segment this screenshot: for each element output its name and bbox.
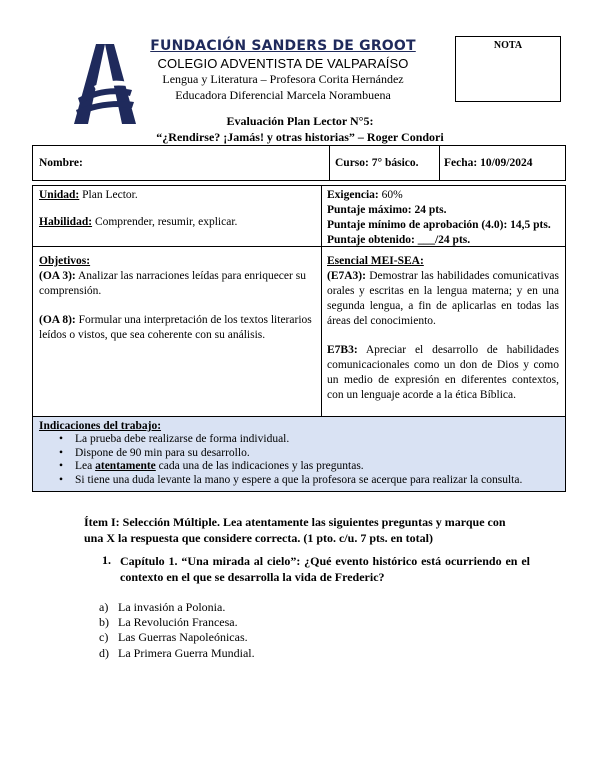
oa8-text: Formular una interpretación de los textos literarios leídos o vistos, que sea coherente con su análisis.: [39, 314, 312, 341]
instruction-item: • La prueba debe realizarse de forma individual.: [39, 433, 563, 447]
essential-cell: [327, 254, 559, 403]
e7a3-label: (E7A3):: [327, 270, 366, 282]
course-label: Curso: [335, 157, 366, 169]
oa8-label: (OA 8):: [39, 314, 76, 326]
option-text: La invasión a Polonia.: [118, 600, 226, 614]
question-number: 1.: [102, 553, 111, 567]
e7b3-text: Apreciar el desarrollo de habilidades comunicacionales como un don de Dios y como un medio de expresión en diferentes contextos, con un lenguaje acorde a la ética Bíblica.: [327, 344, 559, 401]
obtained-score: Puntaje obtenido: ___/24 pts.: [327, 234, 471, 246]
option-b[interactable]: [99, 615, 238, 630]
option-letter: d): [99, 646, 109, 660]
unit-label: Unidad:: [39, 189, 80, 201]
instruction-item: • Si tiene una duda levante la mano y espere a que la profesora se acerque para realizar la consulta.: [39, 474, 563, 488]
question-text: Capítulo 1. “Una mirada al cielo”: ¿Qué evento histórico está ocurriendo en el contexto en el que se desarrolla la vida de Frederic?: [120, 554, 530, 584]
objectives-title: Objetivos:: [39, 255, 91, 267]
oa3-text: Analizar las narraciones leídas para enriquecer su comprensión.: [39, 270, 306, 297]
instruction-pre: Lea: [75, 460, 96, 473]
e7a3-text: Demostrar las habilidades comunicativas orales y escritas en la lengua materna; y en una segunda lengua, a fin de aplicarlas en todas las áreas del conocimiento.: [327, 270, 559, 327]
option-letter: a): [99, 600, 109, 614]
grade-label: NOTA: [493, 40, 523, 51]
scores-cell: [327, 188, 563, 248]
objectives-cell: [39, 254, 315, 343]
oa3-label: (OA 3):: [39, 270, 76, 282]
essential-title: Esencial MEI-SEA:: [327, 255, 424, 267]
course-field: [335, 146, 419, 180]
school-logo-icon: [74, 44, 136, 124]
foundation-name: FUNDACIÓN SANDERS DE GROOT: [150, 38, 416, 54]
option-a[interactable]: [99, 600, 225, 615]
max-score: Puntaje máximo: 24 pts.: [327, 204, 447, 216]
item-one-heading: Ítem I: Selección Múltiple. Lea atentamente las siguientes preguntas y marque con una X la respuesta que considere correcta. (1 pto. c/u. 7 pts. en total): [84, 515, 506, 545]
skill-value: Comprender, resumir, explicar.: [92, 216, 238, 228]
e7b3-label: E7B3:: [327, 344, 358, 356]
name-field[interactable]: Nombre:: [39, 157, 83, 169]
date-field: Fecha: 10/09/2024: [444, 157, 533, 169]
instructions-list: [39, 433, 563, 487]
grade-box[interactable]: [455, 36, 561, 102]
instruction-item: • Dispone de 90 min para su desarrollo.: [39, 447, 563, 461]
min-score: Puntaje mínimo de aprobación (4.0): 14,5 pts.: [327, 219, 551, 231]
demand-value: 60%: [378, 189, 403, 201]
instruction-emphasis: atentamente: [95, 460, 156, 473]
option-text: Las Guerras Napoleónicas.: [118, 630, 248, 644]
unit-value: Plan Lector.: [79, 189, 138, 201]
instructions-cell: [39, 419, 563, 487]
course-value: : 7° básico.: [365, 157, 419, 169]
option-d[interactable]: [99, 646, 255, 661]
demand-label: Exigencia:: [327, 189, 379, 201]
student-info-row: [32, 145, 566, 181]
option-text: La Revolución Francesa.: [118, 615, 238, 629]
instruction-post: cada una de las indicaciones y las preguntas.: [155, 460, 364, 473]
unit-cell: [39, 188, 315, 230]
instructions-title: Indicaciones del trabajo:: [39, 420, 162, 432]
educator-line: Educadora Diferencial Marcela Norambuena: [175, 88, 391, 102]
college-name: COLEGIO ADVENTISTA DE VALPARAÍSO: [157, 56, 409, 71]
instruction-item: [39, 460, 563, 474]
evaluation-subtitle: “¿Rendirse? ¡Jamás! y otras historias” – Roger Condori: [156, 130, 444, 144]
evaluation-info-table: [32, 185, 566, 492]
skill-label: Habilidad:: [39, 216, 93, 228]
teacher-line: Lengua y Literatura – Profesora Corita Hernández: [162, 72, 404, 86]
option-letter: b): [99, 615, 109, 629]
option-text: La Primera Guerra Mundial.: [118, 646, 255, 660]
evaluation-title: Evaluación Plan Lector N°5:: [226, 114, 374, 128]
option-c[interactable]: [99, 630, 248, 645]
option-letter: c): [99, 630, 109, 644]
